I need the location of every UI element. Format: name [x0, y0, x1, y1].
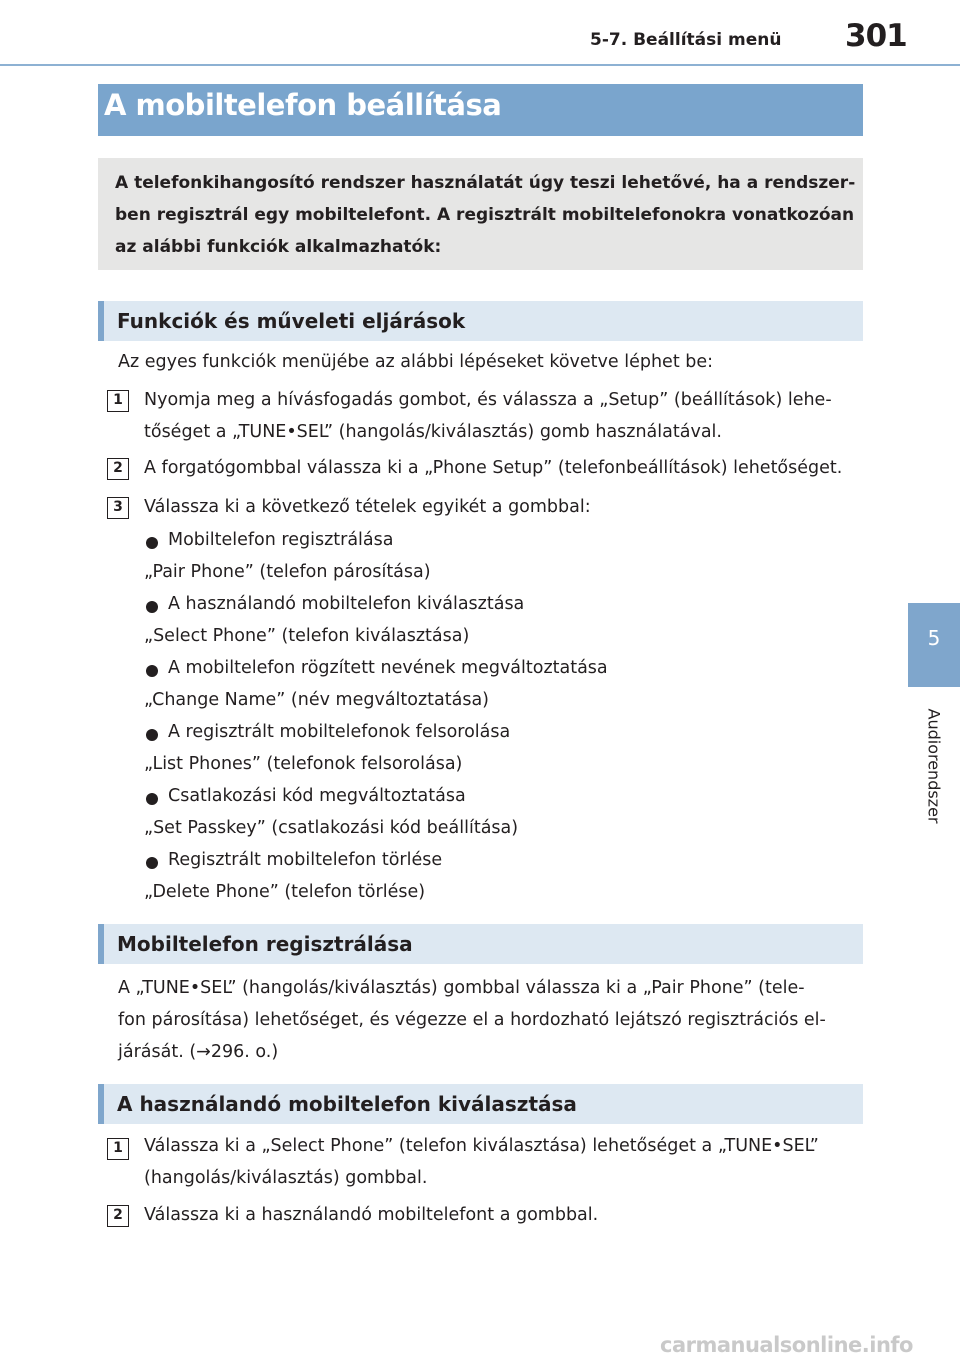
section-title: 5-7. Beállítási menü: [590, 30, 782, 50]
page-number: 301: [845, 18, 907, 54]
chapter-title: Audiorendszer: [924, 708, 944, 824]
watermark: carmanualsonline.info: [660, 1333, 913, 1357]
step-text: Válassza ki a „Select Phone” (telefon kiválasztása) lehetőséget a „TUNE•SEL”: [144, 1136, 819, 1156]
step-text: Válassza ki a következő tételek egyikét a gombbal:: [144, 497, 591, 517]
section-accent: [98, 1084, 104, 1124]
step-number: 2: [107, 1205, 129, 1227]
lead-text: Az egyes funkciók menüjébe az alábbi lépéseket követve léphet be:: [118, 352, 714, 372]
bullet-title: Csatlakozási kód megváltoztatása: [168, 786, 466, 806]
step-number: 1: [107, 390, 129, 412]
bullet-marker: [146, 601, 158, 613]
header-rule: [0, 64, 960, 66]
paragraph-line: A „TUNE•SEL” (hangolás/kiválasztás) gombbal válassza ki a „Pair Phone” (tele-: [118, 978, 805, 998]
bullet-title: Mobiltelefon regisztrálása: [168, 530, 394, 550]
section-heading-select: A használandó mobiltelefon kiválasztása: [117, 1092, 577, 1116]
section-accent: [98, 924, 104, 964]
bullet-subtitle: „Set Passkey” (csatlakozási kód beállítása): [144, 818, 519, 838]
section-heading-functions: Funkciók és műveleti eljárások: [117, 309, 466, 333]
intro-line: A telefonkihangosító rendszer használatát úgy teszi lehetővé, ha a rendszer-: [115, 173, 856, 193]
step-number: 2: [107, 458, 129, 480]
bullet-subtitle: „Pair Phone” (telefon párosítása): [144, 562, 431, 582]
bullet-marker: [146, 665, 158, 677]
step-text: (hangolás/kiválasztás) gombbal.: [144, 1168, 428, 1188]
bullet-title: A mobiltelefon rögzített nevének megváltoztatása: [168, 658, 608, 678]
chapter-number: 5: [927, 626, 941, 650]
bullet-subtitle: „List Phones” (telefonok felsorolása): [144, 754, 463, 774]
bullet-marker: [146, 793, 158, 805]
bullet-subtitle: „Select Phone” (telefon kiválasztása): [144, 626, 470, 646]
section-accent: [98, 301, 104, 341]
bullet-marker: [146, 857, 158, 869]
bullet-title: Regisztrált mobiltelefon törlése: [168, 850, 443, 870]
intro-line: ben regisztrál egy mobiltelefont. A regisztrált mobiltelefonokra vonatkozóan: [115, 205, 855, 225]
step-number: 1: [107, 1138, 129, 1160]
paragraph-line: fon párosítása) lehetőséget, és végezze el a hordozható lejátszó regisztrációs el-: [118, 1010, 826, 1030]
step-text: Nyomja meg a hívásfogadás gombot, és válassza a „Setup” (beállítások) lehe-: [144, 390, 832, 410]
step-text: tőséget a „TUNE•SEL” (hangolás/kiválasztás) gomb használatával.: [144, 422, 722, 442]
bullet-title: A használandó mobiltelefon kiválasztása: [168, 594, 525, 614]
step-number: 3: [107, 497, 129, 519]
step-text: Válassza ki a használandó mobiltelefont a gombbal.: [144, 1205, 599, 1225]
bullet-subtitle: „Change Name” (név megváltoztatása): [144, 690, 489, 710]
section-heading-register: Mobiltelefon regisztrálása: [117, 932, 413, 956]
step-text: A forgatógombbal válassza ki a „Phone Setup” (telefonbeállítások) lehetőséget.: [144, 458, 843, 478]
bullet-subtitle: „Delete Phone” (telefon törlése): [144, 882, 426, 902]
paragraph-line: járását. (→296. o.): [118, 1042, 279, 1062]
bullet-marker: [146, 537, 158, 549]
bullet-marker: [146, 729, 158, 741]
bullet-title: A regisztrált mobiltelefonok felsorolása: [168, 722, 511, 742]
page-title: A mobiltelefon beállítása: [104, 88, 502, 122]
intro-line: az alábbi funkciók alkalmazhatók:: [115, 237, 442, 257]
